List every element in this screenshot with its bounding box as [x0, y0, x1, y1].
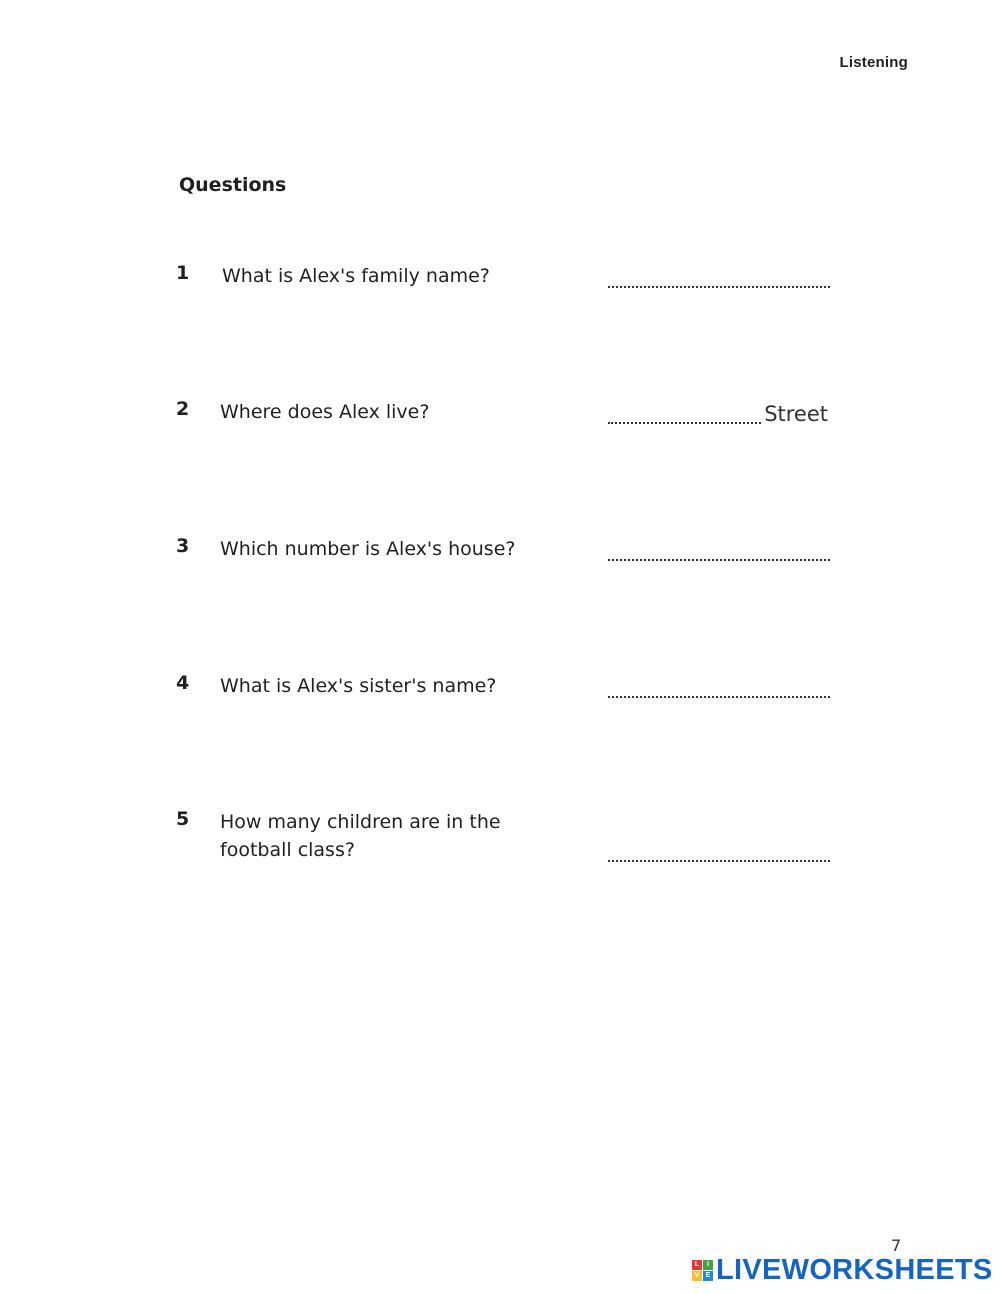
question-number: 3	[176, 535, 190, 557]
question-text: Where does Alex live?	[220, 401, 430, 423]
logo-mark-tile: E	[703, 1271, 713, 1281]
answer-dotted-line	[608, 559, 830, 561]
logo-mark-tile: I	[703, 1260, 713, 1270]
section-label: Listening	[839, 54, 908, 71]
logo-mark-icon	[692, 1260, 713, 1281]
questions-heading: Questions	[179, 174, 287, 196]
question-1	[176, 262, 836, 322]
answer-field-4[interactable]	[608, 672, 830, 702]
answer-field-2[interactable]	[608, 398, 830, 428]
liveworksheets-logo	[692, 1254, 993, 1287]
answer-dotted-line	[608, 422, 761, 424]
logo-text: LIVEWORKSHEETS	[716, 1254, 993, 1286]
answer-field-5[interactable]	[608, 836, 830, 866]
logo-mark-tile: L	[692, 1260, 702, 1270]
answer-dotted-line	[608, 860, 830, 862]
question-text: Which number is Alex's house?	[220, 538, 516, 560]
question-number: 5	[176, 808, 190, 830]
question-3	[176, 535, 836, 595]
question-number: 2	[176, 398, 190, 420]
question-4	[176, 672, 836, 732]
question-number: 4	[176, 672, 190, 694]
question-text: How many children are in the football class?	[220, 811, 501, 861]
question-text: What is Alex's sister's name?	[220, 675, 497, 697]
answer-dotted-line	[608, 286, 830, 288]
answer-suffix: Street	[764, 402, 828, 426]
answer-field-3[interactable]	[608, 535, 830, 565]
question-2	[176, 398, 836, 458]
answer-dotted-line	[608, 696, 830, 698]
question-number: 1	[176, 262, 190, 284]
question-5	[176, 808, 836, 878]
answer-field-1[interactable]	[608, 262, 830, 292]
page-number: 7	[891, 1236, 902, 1255]
logo-mark-tile: V	[692, 1271, 702, 1281]
question-text: What is Alex's family name?	[222, 265, 490, 287]
